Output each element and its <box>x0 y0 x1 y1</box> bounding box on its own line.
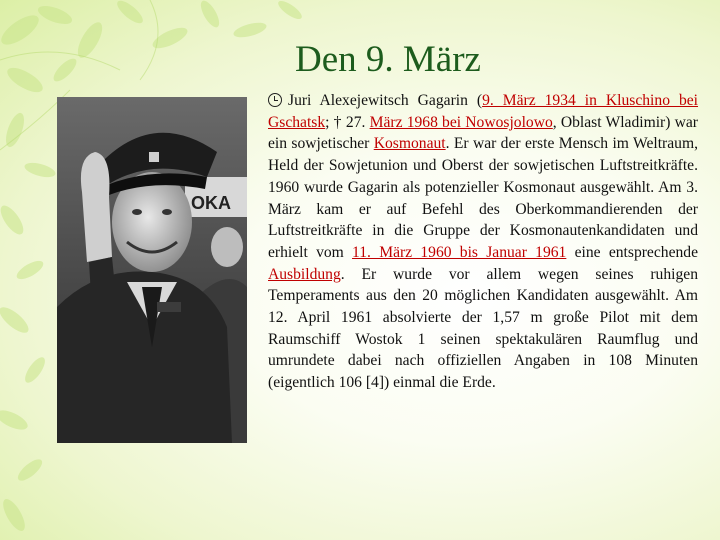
link-birth[interactable]: 9. März 1934 in Kluschino bei Gschatsk <box>268 92 699 131</box>
bio-text-1: Juri Alexejewitsch Gagarin ( <box>288 92 483 109</box>
link-kosmonaut[interactable]: Kosmonaut <box>373 135 446 153</box>
link-training-period[interactable]: 11. März 1960 bis Januar 1961 <box>352 243 567 261</box>
slide-title: Den 9. März <box>295 39 481 80</box>
bio-text-2: ; † 27. <box>325 113 370 131</box>
clock-icon <box>268 93 282 107</box>
link-ausbildung[interactable]: Ausbildung <box>268 265 341 283</box>
bio-text-4: . Er war der erste Mensch im Weltraum, Held der Sowjetunion und Oberst der sowjetischen Luftstreitkräfte. 1960 wurde Gagarin als potenzieller Kosmonaut ausgewählt. Am 3. März kam er auf Befehl des Oberkommandierenden der Luftstreitkräfte in die Gruppe der Kosmonautenkandidaten und erhielt vom <box>268 135 698 261</box>
link-death[interactable]: März 1968 bei Nowosjolowo <box>369 113 553 131</box>
biography-paragraph <box>268 90 698 394</box>
svg-text:OKA: OKA <box>191 193 231 213</box>
portrait-photo <box>57 97 247 443</box>
bio-text-6: . Er wurde vor allem wegen seines ruhigen Temperaments aus den 20 möglichen Kandidaten ausgewählt. Am 12. April 1961 absolvierte der 1,57 m große Pilot mit dem Raumschiff Wostok 1 seinen spektakulären Raumflug und umrundete dabei nach offiziellen Angaben in 108 Minuten (eigentlich 106 [4]) einmal die Erde. <box>268 265 698 392</box>
bio-text-3: , Oblast Wladimir) war ein sowjetischer <box>268 113 698 153</box>
bio-text-5: eine entsprechende <box>566 243 699 261</box>
